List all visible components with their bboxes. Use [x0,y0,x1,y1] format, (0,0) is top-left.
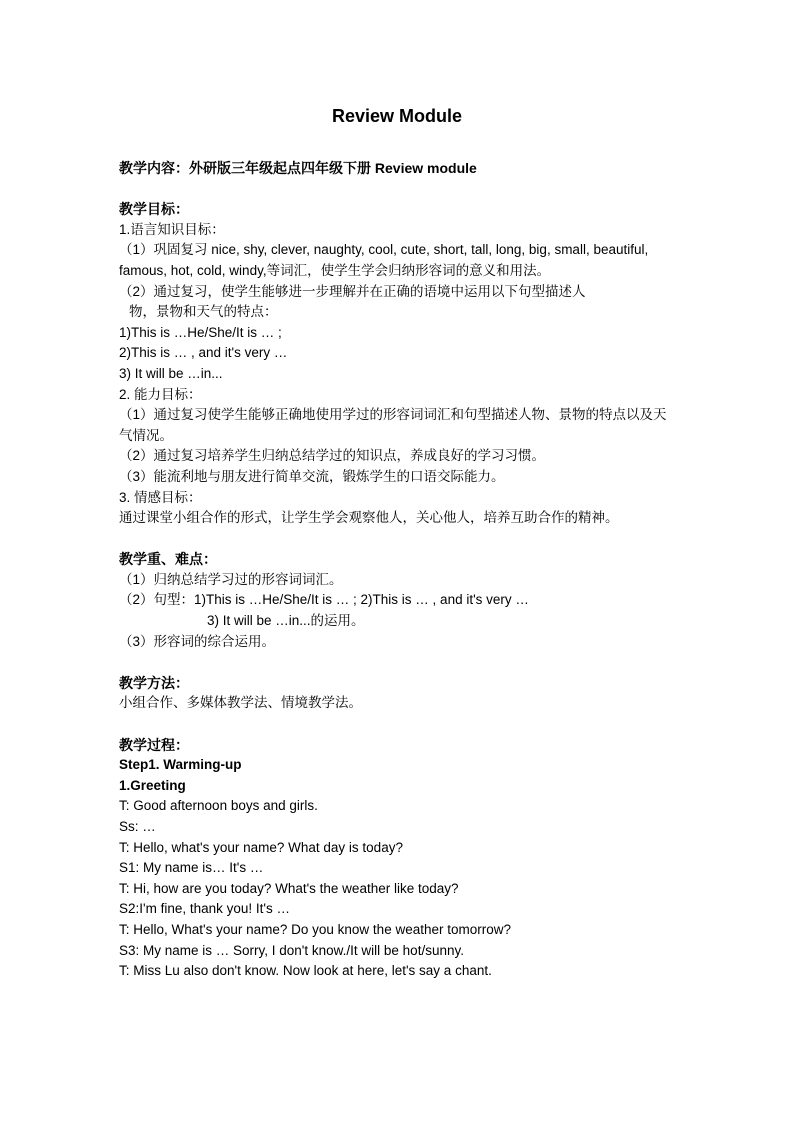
methods-heading: 教学方法： [119,674,189,691]
dialogue-line: T: Hello, what's your name? What day is today? [119,839,403,855]
language-objective-heading: 1.语言知识目标： [119,221,225,237]
dialogue-line: T: Hi, how are you today? What's the weather like today? [119,880,459,896]
greeting-heading: 1.Greeting [119,777,186,793]
sentence-pattern-2: 2)This is … , and it's very … [119,345,288,361]
ability-objective-1: （1）通过复习使学生能够正确地使用学过的形容词词汇和句型描述人物、景物的特点以及天气情况。 [119,407,667,443]
dialogue-line: T: Good afternoon boys and girls. [119,798,318,814]
methods-text: 小组合作、多媒体教学法、情境教学法。 [119,695,362,711]
language-objective-1: （1）巩固复习 nice, shy, clever, naughty, cool, cute, short, tall, long, big, small, beautiful, famous, hot, cold, windy,等词汇，使学生学会归纳形容词的意义和用法。 [119,242,649,278]
language-objective-2b: 物，景物和天气的特点： [129,304,278,320]
sentence-pattern-3: 3) It will be …in... [119,365,223,381]
dialogue-line: S3: My name is … Sorry, I don't know./It will be hot/sunny. [119,942,464,958]
step1-heading: Step1. Warming-up [119,757,242,773]
spacer [119,714,679,735]
dialogue-line: Ss: … [119,819,156,834]
dialogue-line: T: Miss Lu also don't know. Now look at here, let's say a chant. [119,963,492,979]
teaching-content-line: 教学内容：外研版三年级起点四年级下册 Review module [119,160,477,176]
ability-objective-heading: 2. 能力目标： [119,386,202,402]
emotion-objective-1: 通过课堂小组合作的形式，让学生学会观察他人，关心他人，培养互助合作的精神。 [119,510,619,526]
document-body [119,158,679,982]
dialogue-line: S2:I'm fine, thank you! It's … [119,901,290,917]
key-point-2b: 3) It will be …in...的运用。 [207,613,365,629]
key-point-2: （2）句型：1)This is …He/She/It is … ; 2)This is … , and it's very … [119,592,529,608]
emotion-objective-heading: 3. 情感目标： [119,489,202,505]
key-point-1: （1）归纳总结学习过的形容词词汇。 [119,571,343,587]
key-points-heading: 教学重、难点： [119,551,217,568]
spacer [119,179,679,200]
ability-objective-3: （3）能流利地与朋友进行简单交流，锻炼学生的口语交际能力。 [119,468,505,484]
spacer [119,652,679,673]
ability-objective-2: （2）通过复习培养学生归纳总结学过的知识点，养成良好的学习习惯。 [119,448,546,464]
language-objective-2a: （2）通过复习，使学生能够进一步理解并在正确的语境中运用以下句型描述人 [119,283,586,299]
dialogue-line: T: Hello, What's your name? Do you know the weather tomorrow? [119,921,512,937]
document-title: Review Module [331,106,463,126]
key-point-3: （3）形容词的综合运用。 [119,633,276,649]
objectives-heading: 教学目标： [119,201,189,218]
spacer [119,529,679,550]
process-heading: 教学过程： [119,736,189,753]
dialogue-line: S1: My name is… It's … [119,860,264,876]
sentence-pattern-1: 1)This is …He/She/It is … ; [119,324,282,340]
